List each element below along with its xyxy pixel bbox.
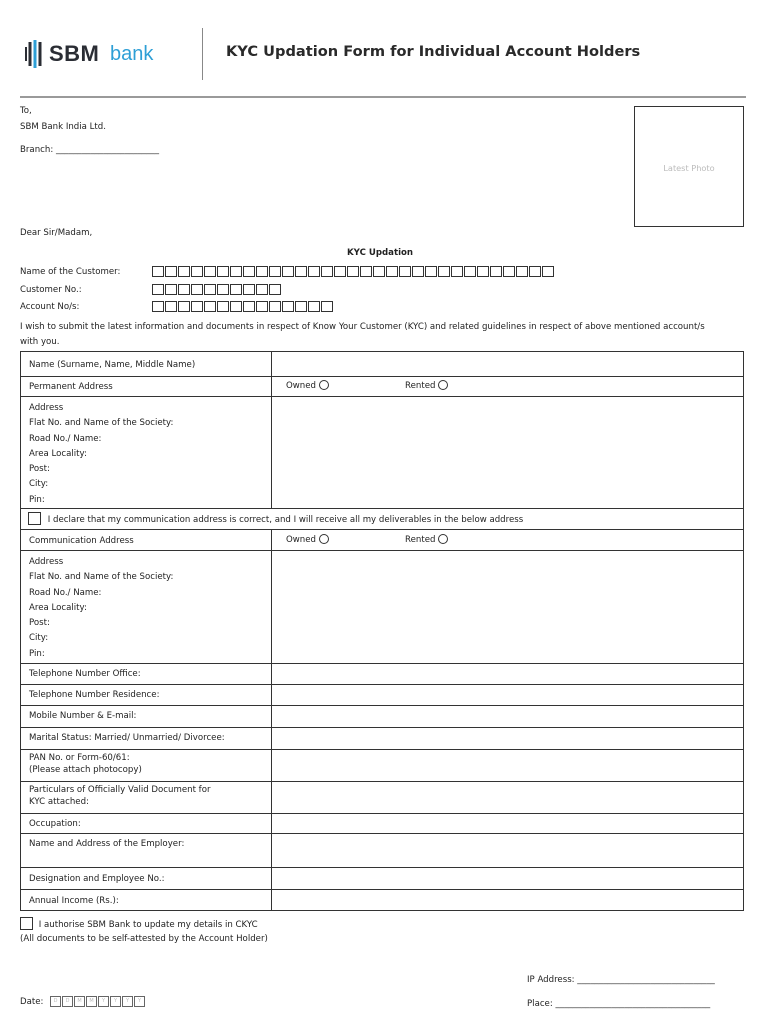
date-char-box[interactable]: Y: [110, 996, 121, 1007]
radio-circle-icon: [319, 380, 329, 390]
char-box[interactable]: [204, 266, 216, 277]
pan-row[interactable]: [21, 749, 743, 781]
mobile-email-row[interactable]: [21, 705, 743, 727]
permanent-address-line: Address: [29, 403, 64, 413]
annual-income-label: Annual Income (Rs.):: [29, 896, 119, 906]
sbm-bank-logo: [24, 38, 174, 70]
account-no-label: Account No/s:: [20, 302, 80, 312]
permanent-address-line: Pin:: [29, 494, 45, 505]
date-char-box[interactable]: D: [50, 996, 61, 1007]
kyc-form-table: [20, 351, 744, 911]
customer-name-label: Name of the Customer:: [20, 267, 121, 277]
communication-address-label: Communication Address: [29, 536, 134, 546]
date-char-box[interactable]: M: [74, 996, 85, 1007]
authorise-row: [20, 917, 258, 930]
communication-address-line: Address: [29, 557, 64, 567]
char-box[interactable]: [321, 266, 333, 277]
permanent-address-line: Road No./ Name:: [29, 433, 102, 444]
declaration-checkbox[interactable]: [28, 512, 41, 525]
name-row[interactable]: [21, 352, 743, 376]
char-box[interactable]: [230, 301, 242, 312]
char-box[interactable]: [282, 266, 294, 277]
attest-note: (All documents to be self-attested by the Account Holder): [20, 934, 268, 944]
place-field[interactable]: Place: ____________________________________: [527, 999, 711, 1009]
radio-circle-icon: [319, 534, 329, 544]
photo-placeholder: Latest Photo: [663, 163, 715, 173]
char-box[interactable]: [217, 266, 229, 277]
char-box[interactable]: [425, 266, 437, 277]
char-box[interactable]: [386, 266, 398, 277]
comm-rented-radio[interactable]: Rented: [405, 534, 448, 545]
marital-status-row[interactable]: [21, 727, 743, 749]
permanent-address-row: [21, 376, 743, 396]
telephone-residence-row[interactable]: [21, 684, 743, 705]
photo-box[interactable]: [634, 106, 744, 227]
char-box[interactable]: [451, 266, 463, 277]
char-box[interactable]: [204, 284, 216, 295]
char-box[interactable]: [295, 266, 307, 277]
char-box[interactable]: [295, 301, 307, 312]
radio-circle-icon: [438, 534, 448, 544]
intro-text-line1: I wish to submit the latest information and documents in respect of Know Your Customer (KYC) and related guidelines in respect of above mentioned account/s: [20, 322, 705, 332]
customer-no-boxes[interactable]: [152, 284, 282, 295]
date-char-box[interactable]: M: [86, 996, 97, 1007]
owned-radio[interactable]: Owned: [286, 380, 329, 391]
char-box[interactable]: [230, 266, 242, 277]
char-box[interactable]: [308, 301, 320, 312]
radio-circle-icon: [438, 380, 448, 390]
ip-address-field[interactable]: IP Address: ________________________________: [527, 975, 715, 985]
ovd-row[interactable]: [21, 781, 743, 813]
char-box[interactable]: [490, 266, 502, 277]
date-boxes[interactable]: [50, 996, 146, 1007]
designation-label: Designation and Employee No.:: [29, 874, 165, 884]
char-box[interactable]: [477, 266, 489, 277]
employer-row[interactable]: [21, 833, 743, 867]
comm-owned-radio[interactable]: Owned: [286, 534, 329, 545]
declaration-row: [21, 508, 743, 529]
logo-text-sbm: SBM: [49, 41, 100, 66]
page-title: KYC Updation Form for Individual Account Holders: [226, 43, 641, 60]
designation-row[interactable]: [21, 867, 743, 889]
communication-address-line: Pin:: [29, 648, 45, 659]
char-box[interactable]: [165, 266, 177, 277]
char-box[interactable]: [542, 266, 554, 277]
date-char-box[interactable]: Y: [122, 996, 133, 1007]
char-box[interactable]: [191, 284, 203, 295]
char-box[interactable]: [269, 284, 281, 295]
telephone-office-label: Telephone Number Office:: [29, 669, 141, 679]
pan-note: (Please attach photocopy): [29, 764, 142, 775]
account-no-boxes[interactable]: [152, 301, 334, 312]
permanent-address-line: Flat No. and Name of the Society:: [29, 418, 174, 429]
char-box[interactable]: [373, 266, 385, 277]
char-box[interactable]: [165, 301, 177, 312]
permanent-address-line: City:: [29, 479, 49, 490]
char-box[interactable]: [165, 284, 177, 295]
permanent-address-details[interactable]: [21, 396, 743, 508]
char-box[interactable]: [516, 266, 528, 277]
char-box[interactable]: [217, 301, 229, 312]
permanent-address-label: Permanent Address: [29, 382, 113, 392]
char-box[interactable]: [256, 266, 268, 277]
char-box[interactable]: [360, 266, 372, 277]
char-box[interactable]: [230, 284, 242, 295]
char-box[interactable]: [282, 301, 294, 312]
date-char-box[interactable]: D: [62, 996, 73, 1007]
customer-no-label: Customer No.:: [20, 285, 82, 295]
bank-name: SBM Bank India Ltd.: [20, 122, 106, 132]
salutation: Dear Sir/Madam,: [20, 228, 93, 238]
char-box[interactable]: [191, 301, 203, 312]
char-box[interactable]: [178, 266, 190, 277]
employer-label: Name and Address of the Employer:: [29, 839, 185, 849]
marital-status-label: Marital Status: Married/ Unmarried/ Divorcee:: [29, 733, 225, 743]
char-box[interactable]: [178, 284, 190, 295]
branch-field[interactable]: Branch: ________________________: [20, 145, 160, 155]
authorise-checkbox[interactable]: [20, 917, 33, 930]
section-heading: KYC Updation: [347, 248, 414, 258]
char-box[interactable]: [464, 266, 476, 277]
customer-name-boxes[interactable]: [152, 266, 555, 277]
char-box[interactable]: [399, 266, 411, 277]
communication-address-line: Post:: [29, 618, 50, 629]
annual-income-row[interactable]: [21, 889, 743, 911]
permanent-address-lines: [29, 401, 173, 508]
telephone-residence-label: Telephone Number Residence:: [29, 690, 160, 700]
char-box[interactable]: [243, 284, 255, 295]
char-box[interactable]: [269, 301, 281, 312]
communication-address-line: Area Locality:: [29, 602, 87, 613]
char-box[interactable]: [347, 266, 359, 277]
declaration-text: I declare that my communication address is correct, and I will receive all my deliverables in the below address: [47, 515, 524, 525]
communication-address-line: Flat No. and Name of the Society:: [29, 572, 174, 583]
sbm-logo-mark-icon: [24, 39, 46, 69]
ovd-label-line1: Particulars of Officially Valid Document for: [29, 785, 211, 795]
to-line: To,: [20, 106, 32, 116]
char-box[interactable]: [308, 266, 320, 277]
permanent-address-line: Post:: [29, 464, 50, 475]
char-box[interactable]: [334, 266, 346, 277]
communication-address-lines: [29, 555, 173, 662]
telephone-office-row[interactable]: [21, 663, 743, 684]
occupation-label: Occupation:: [29, 819, 81, 829]
occupation-row[interactable]: [21, 813, 743, 833]
mobile-email-label: Mobile Number & E-mail:: [29, 711, 137, 721]
permanent-address-line: Area Locality:: [29, 448, 87, 459]
name-label: Name (Surname, Name, Middle Name): [29, 360, 196, 370]
char-box[interactable]: [256, 284, 268, 295]
char-box[interactable]: [412, 266, 424, 277]
communication-address-line: Road No./ Name:: [29, 587, 102, 598]
char-box[interactable]: [152, 284, 164, 295]
char-box[interactable]: [152, 266, 164, 277]
date-char-box[interactable]: Y: [134, 996, 145, 1007]
char-box[interactable]: [191, 266, 203, 277]
char-box[interactable]: [217, 284, 229, 295]
rented-radio[interactable]: Rented: [405, 380, 448, 391]
ovd-label-line2: KYC attached:: [29, 796, 89, 807]
char-box[interactable]: [152, 301, 164, 312]
pan-label: PAN No. or Form-60/61:: [29, 753, 130, 763]
date-label: Date:: [20, 997, 44, 1007]
char-box[interactable]: [256, 301, 268, 312]
header-rule: [20, 96, 746, 98]
intro-text-line2: with you.: [20, 337, 60, 347]
char-box[interactable]: [529, 266, 541, 277]
char-box[interactable]: [269, 266, 281, 277]
communication-address-row: [21, 529, 743, 550]
char-box[interactable]: [243, 266, 255, 277]
char-box[interactable]: [438, 266, 450, 277]
char-box[interactable]: [243, 301, 255, 312]
communication-address-line: City:: [29, 633, 49, 644]
char-box[interactable]: [204, 301, 216, 312]
char-box[interactable]: [178, 301, 190, 312]
communication-address-details[interactable]: [21, 550, 743, 663]
logo-text-bank: bank: [110, 43, 154, 65]
date-char-box[interactable]: Y: [98, 996, 109, 1007]
char-box[interactable]: [321, 301, 333, 312]
authorise-text: I authorise SBM Bank to update my details in CKYC: [38, 920, 258, 930]
char-box[interactable]: [503, 266, 515, 277]
header-divider: [202, 28, 203, 80]
